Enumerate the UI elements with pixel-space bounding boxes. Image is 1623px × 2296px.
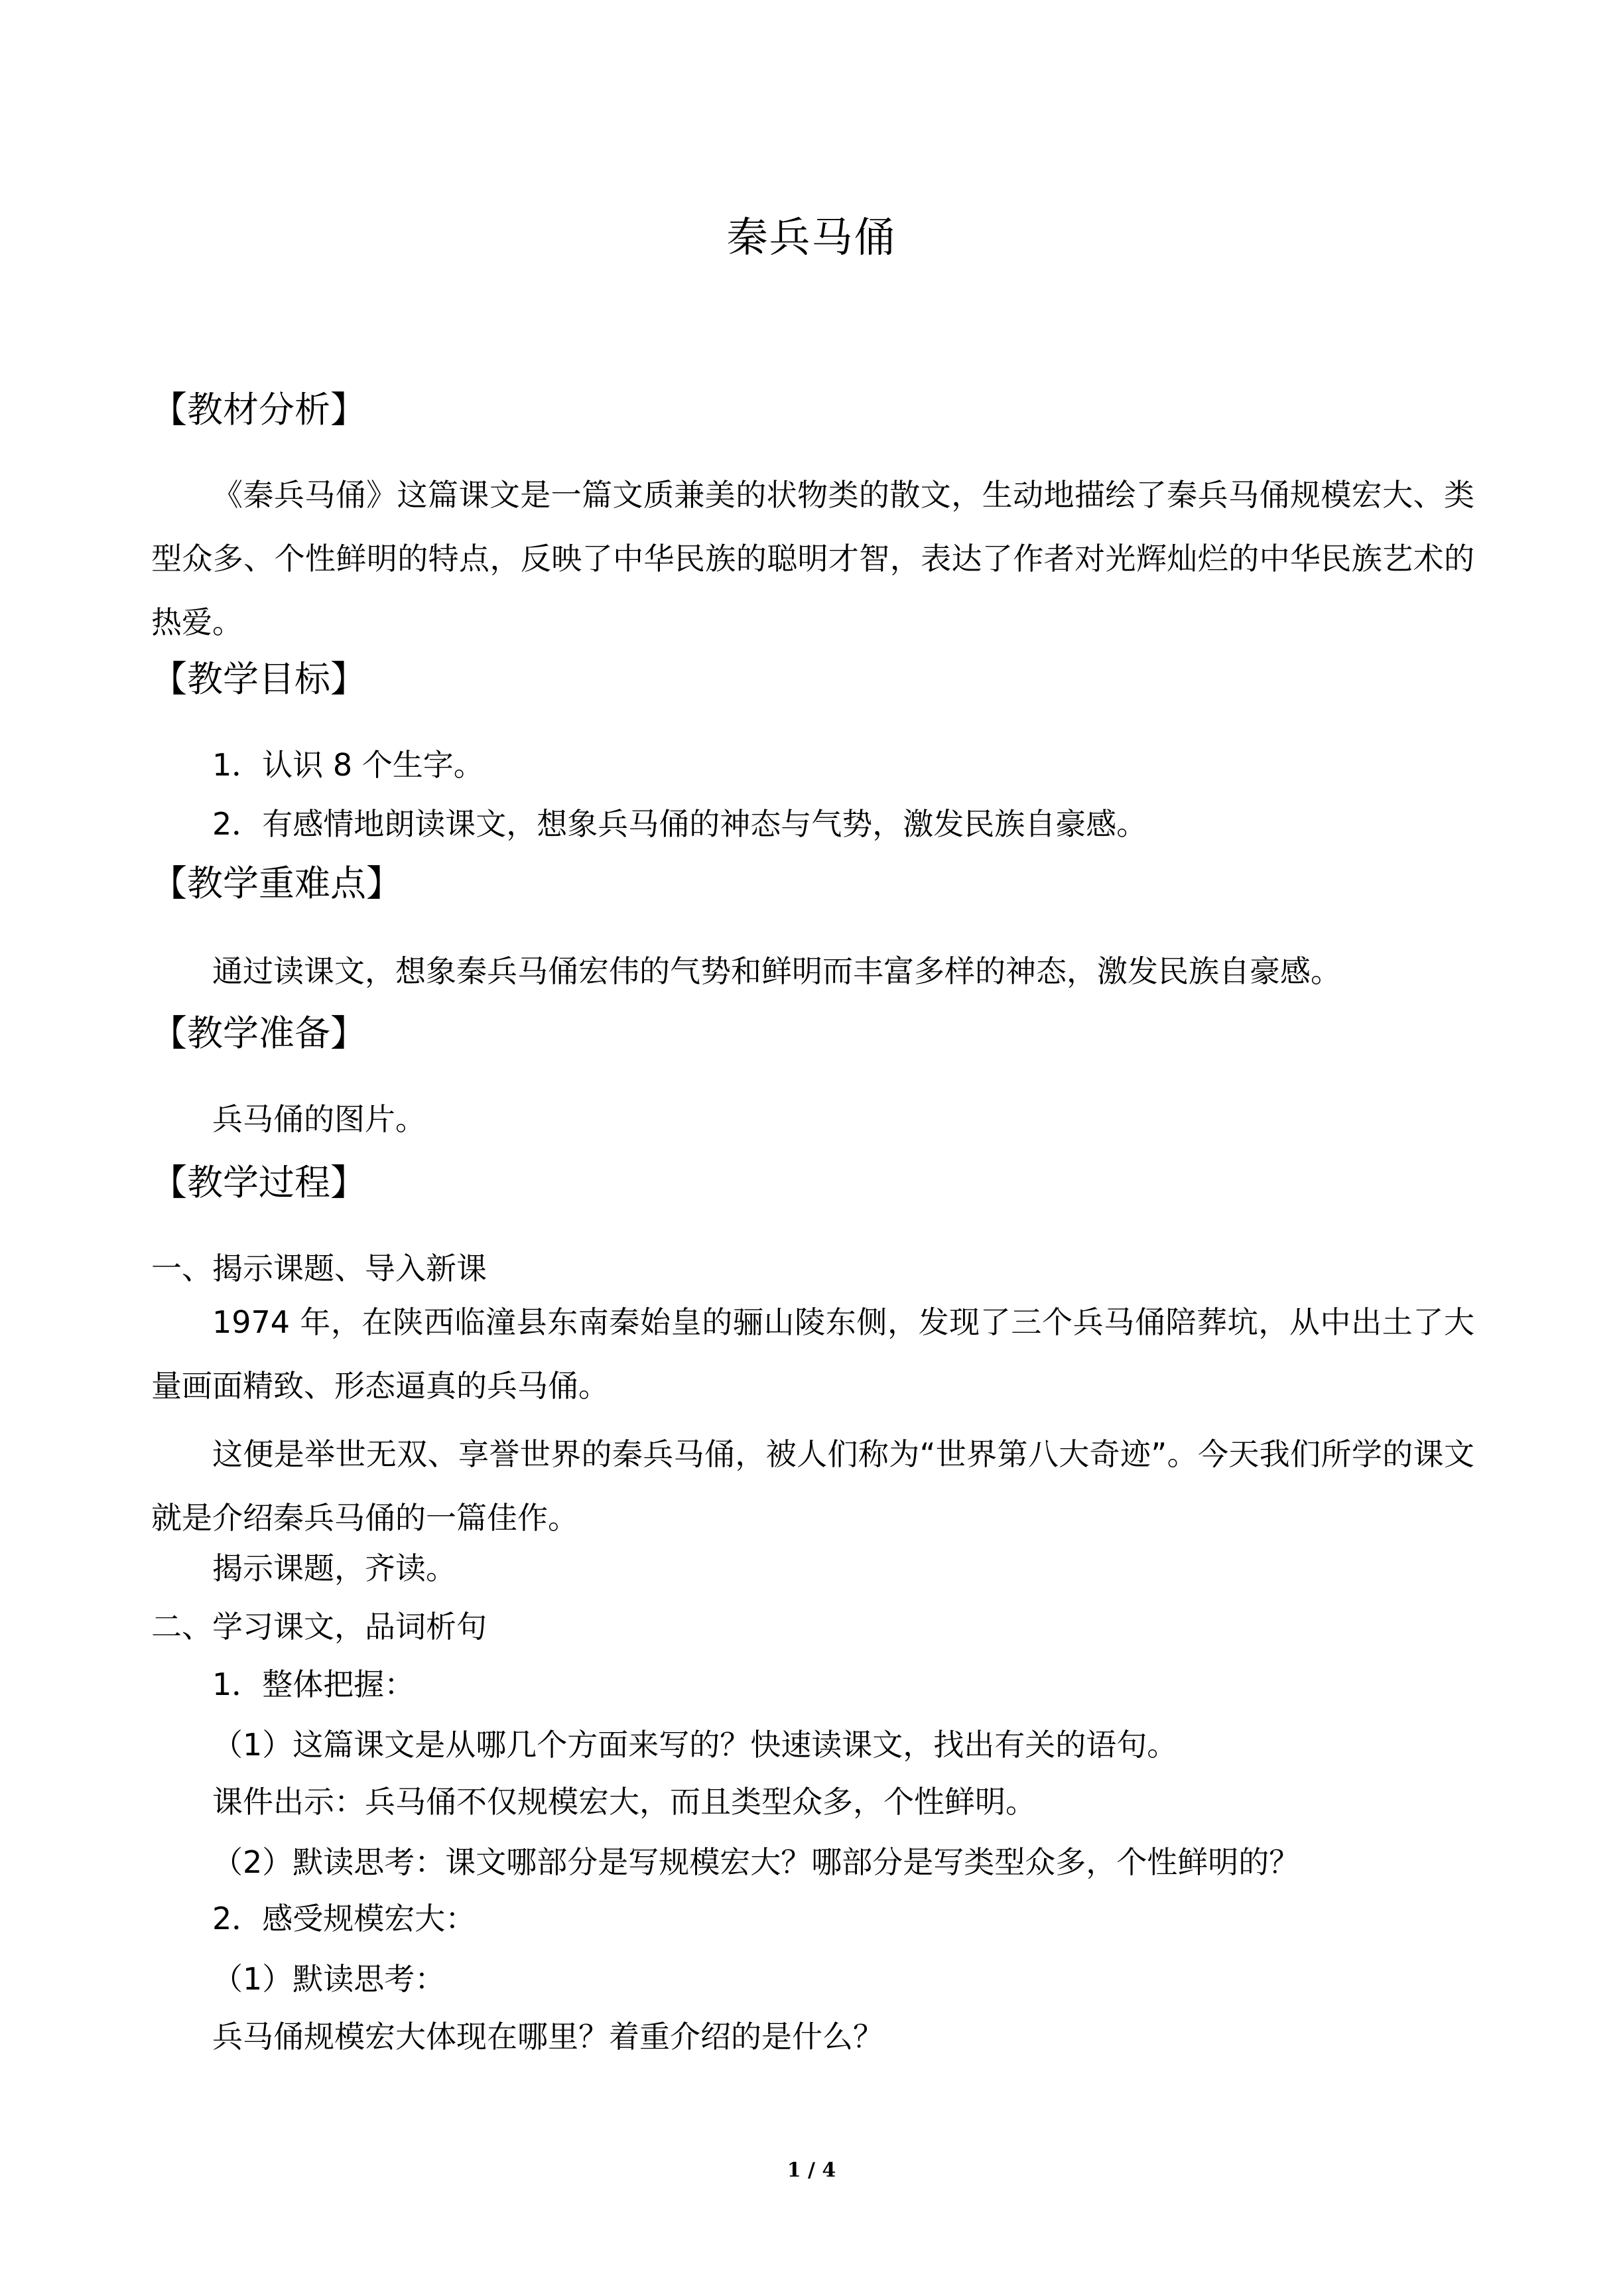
process-step-2-line-1: 1．整体把握： bbox=[212, 1666, 415, 1702]
process-step-2-title: 二、学习课文，品词析句 bbox=[151, 1609, 487, 1645]
goal-item-2: 2．有感情地朗读课文，想象兵马俑的神态与气势，激发民族自豪感。 bbox=[212, 806, 1147, 842]
process-step-2-line-6: （1）默读思考： bbox=[212, 1961, 446, 1997]
process-step-2-line-3: 课件出示：兵马俑不仅规模宏大，而且类型众多，个性鲜明。 bbox=[212, 1784, 1036, 1820]
page-title: 秦兵马俑 bbox=[726, 213, 897, 261]
analysis-paragraph: 《秦兵马俑》这篇课文是一篇文质兼美的状物类的散文，生动地描绘了秦兵马俑规模宏大、类型众多、个性鲜明的特点，反映了中华民族的聪明才智，表达了作者对光辉灿烂的中华民族艺术的热爱。 bbox=[151, 477, 1474, 640]
section-heading-preparation: 【教学准备】 bbox=[151, 1012, 366, 1054]
section-heading-process: 【教学过程】 bbox=[151, 1162, 366, 1203]
goal-item-1: 1．认识 8 个生字。 bbox=[212, 747, 484, 783]
process-step-1-title: 一、揭示课题、导入新课 bbox=[151, 1250, 487, 1286]
section-heading-goals: 【教学目标】 bbox=[151, 658, 366, 700]
process-step-2-line-4: （2）默读思考：课文哪部分是写规模宏大？哪部分是写类型众多，个性鲜明的？ bbox=[212, 1844, 1300, 1880]
section-heading-keypoints: 【教学重难点】 bbox=[151, 862, 402, 904]
process-step-2-line-2: （1）这篇课文是从哪几个方面来写的？快速读课文，找出有关的语句。 bbox=[212, 1727, 1178, 1763]
keypoints-paragraph: 通过读课文，想象秦兵马俑宏伟的气势和鲜明而丰富多样的神态，激发民族自豪感。 bbox=[212, 953, 1341, 989]
page-number: 1 / 4 bbox=[787, 2159, 836, 2182]
section-heading-analysis: 【教材分析】 bbox=[151, 389, 366, 431]
process-step-2-line-5: 2．感受规模宏大： bbox=[212, 1901, 476, 1936]
process-step-1-paragraph-3: 揭示课题，齐读。 bbox=[212, 1550, 456, 1586]
process-step-1-paragraph-2: 这便是举世无双、享誉世界的秦兵马俑，被人们称为“世界第八大奇迹”。今天我们所学的课文就是介绍秦兵马俑的一篇佳作。 bbox=[151, 1436, 1474, 1536]
process-step-2-line-7: 兵马俑规模宏大体现在哪里？着重介绍的是什么？ bbox=[212, 2019, 883, 2055]
process-step-1-paragraph-1: 1974 年，在陕西临潼县东南秦始皇的骊山陵东侧，发现了三个兵马俑陪葬坑，从中出土了大量画面精致、形态逼真的兵马俑。 bbox=[151, 1304, 1474, 1404]
preparation-paragraph: 兵马俑的图片。 bbox=[212, 1101, 426, 1137]
